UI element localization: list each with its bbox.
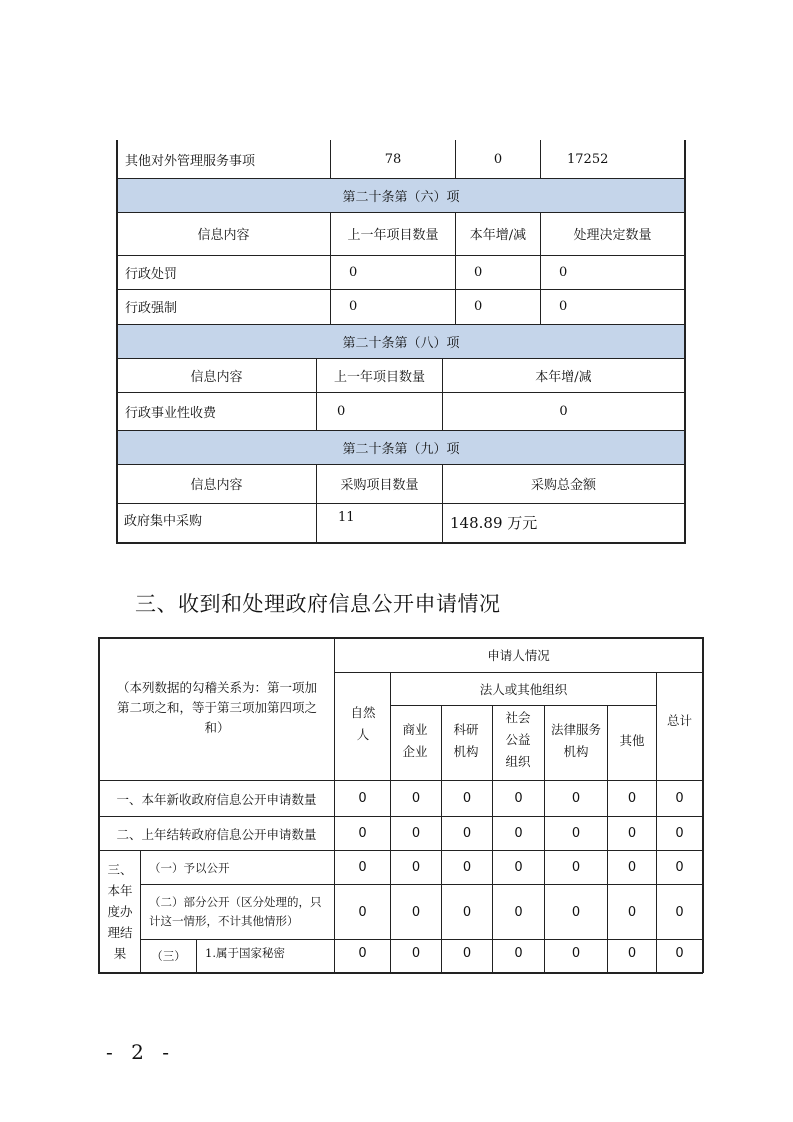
cell-prev: 78 — [384, 151, 402, 167]
table-cell: 0 — [462, 945, 472, 961]
table-cell: 0 — [627, 860, 637, 875]
table-cell: 0 — [627, 791, 637, 806]
cell-decision: 17252 — [567, 151, 609, 167]
header-content: 信息内容 — [190, 369, 243, 385]
section-title: 第二十条第（八）项 — [342, 335, 460, 351]
row-not-disclosed: （三） — [151, 949, 186, 963]
table-cell: 0 — [514, 826, 523, 841]
header-legal-service: 法律服务机构 — [550, 722, 601, 759]
header-legal-group: 法人或其他组织 — [479, 681, 568, 697]
cell-purchase-amount: 148.89 万元 — [450, 514, 538, 532]
header-business: 商业企业 — [402, 722, 428, 759]
section-header-9 — [117, 430, 685, 464]
table-cell: 0 — [411, 945, 421, 961]
header-content: 信息内容 — [197, 228, 250, 243]
cell-prev: 0 — [337, 403, 346, 419]
cell-decision: 0 — [559, 264, 568, 280]
header-other: 其他 — [619, 733, 645, 748]
table-cell: 0 — [358, 860, 367, 875]
table-cell: 0 — [462, 826, 472, 841]
row-partial: （二）部分公开（区分处理的，只计这一情形，不计其他情形） — [149, 895, 322, 928]
table-cell: 0 — [514, 791, 523, 806]
header-research: 科研机构 — [453, 722, 479, 759]
table-cell: 0 — [358, 826, 367, 841]
cell-decision: 0 — [559, 299, 568, 314]
table-cell: 0 — [571, 860, 581, 875]
table-note: （本列数据的勾稽关系为：第一项加第二项之和，等于第三项加第四项之和） — [116, 680, 317, 735]
header-decision-count: 处理决定数量 — [573, 228, 652, 243]
section-header-6 — [117, 178, 685, 212]
table-cell: 0 — [627, 904, 637, 920]
table-cell: 0 — [411, 791, 421, 806]
section-title: 第二十条第（九）项 — [342, 441, 460, 457]
table-cell: 0 — [358, 791, 367, 806]
cell-change: 0 — [474, 264, 483, 280]
table-cell: 0 — [514, 945, 523, 961]
row-state-secret: 1.属于国家秘密 — [205, 946, 285, 960]
table-cell: 0 — [514, 860, 523, 875]
header-content: 信息内容 — [190, 478, 243, 493]
cell-change: 0 — [559, 403, 568, 419]
cell-prev: 0 — [349, 264, 358, 280]
header-change: 本年增/减 — [535, 369, 592, 385]
table-cell: 0 — [411, 904, 421, 920]
table-cell: 0 — [675, 860, 684, 875]
header-social: 社会公益组织 — [505, 710, 531, 769]
table-cell: 0 — [675, 945, 684, 961]
table-cell: 0 — [462, 860, 472, 875]
table-cell: 0 — [462, 904, 472, 920]
table-cell: 0 — [358, 904, 367, 920]
table-cell: 0 — [675, 826, 684, 841]
row-disclosed: （一）予以公开 — [149, 860, 230, 875]
cell-prev: 0 — [349, 299, 358, 314]
table-cell: 0 — [627, 826, 637, 841]
section-title: 第二十条第（六）项 — [342, 189, 460, 205]
table-cell: 0 — [675, 791, 684, 806]
header-natural-person: 自然人 — [350, 705, 376, 742]
table-cell: 0 — [571, 791, 581, 806]
row-label: 行政处罚 — [125, 266, 178, 282]
table-cell: 0 — [571, 826, 581, 841]
table-cell: 0 — [411, 860, 421, 875]
section-header-8 — [117, 324, 685, 358]
page-number: - 2 - — [106, 1040, 175, 1064]
row-label: 行政事业性收费 — [125, 405, 217, 421]
header-purchase-amount: 采购总金额 — [530, 478, 596, 493]
header-change: 本年增/减 — [469, 228, 527, 243]
header-purchase-count: 采购项目数量 — [340, 478, 419, 493]
table-cell: 0 — [571, 945, 581, 961]
table-cell: 0 — [627, 945, 637, 961]
table-cell: 0 — [411, 826, 421, 841]
header-prev-count: 上一年项目数量 — [333, 369, 425, 385]
table-cell: 0 — [571, 904, 581, 920]
cell-change: 0 — [474, 299, 483, 314]
header-total: 总计 — [666, 713, 692, 728]
table-cell: 0 — [462, 791, 472, 806]
table-cell: 0 — [514, 904, 523, 920]
row-group-results: 三、本年度办理结果 — [107, 862, 133, 961]
cell-change: 0 — [493, 151, 503, 167]
row-new-requests: 一、本年新收政府信息公开申请数量 — [116, 791, 317, 807]
header-prev-count: 上一年项目数量 — [347, 228, 439, 243]
row-label: 其他对外管理服务事项 — [125, 153, 256, 169]
row-carried-requests: 二、上年结转政府信息公开申请数量 — [116, 826, 317, 842]
row-label: 政府集中采购 — [124, 514, 203, 529]
table-cell: 0 — [358, 945, 367, 961]
header-applicant: 申请人情况 — [487, 647, 550, 663]
row-label: 行政强制 — [125, 301, 178, 316]
table-cell: 0 — [675, 904, 684, 920]
section-title: 三、收到和处理政府信息公开申请情况 — [135, 592, 501, 616]
cell-purchase-count: 11 — [338, 510, 355, 525]
